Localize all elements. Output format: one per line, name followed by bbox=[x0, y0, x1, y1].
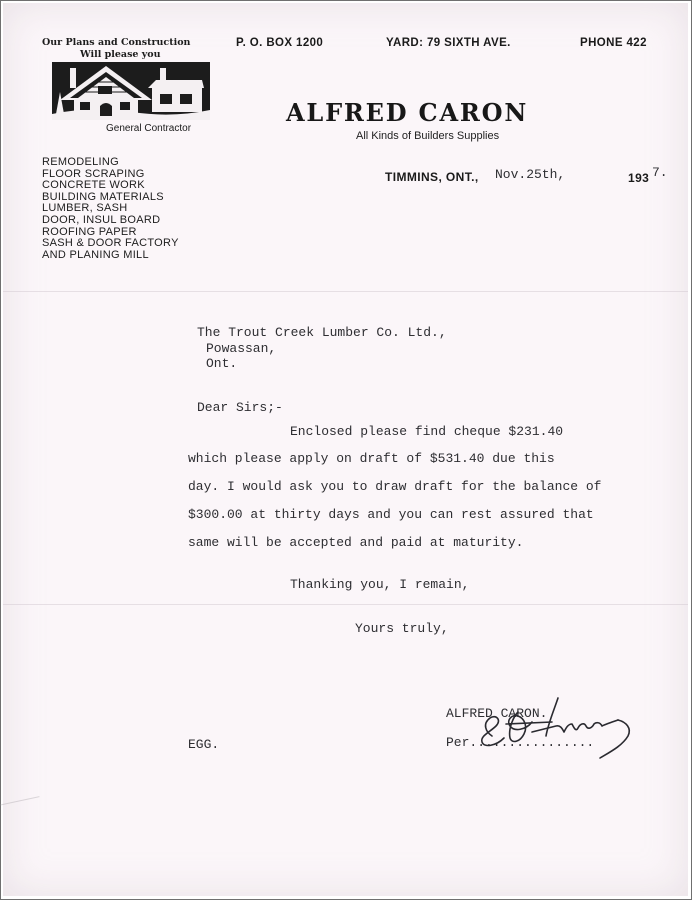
closing-line: Yours truly, bbox=[355, 621, 449, 636]
body-line: which please apply on draft of $531.40 due this bbox=[188, 451, 555, 466]
recipient-line: Ont. bbox=[206, 356, 238, 371]
service-item: FLOOR SCRAPING bbox=[42, 167, 145, 180]
tagline-line-2: Will please you bbox=[80, 49, 161, 60]
body-line: Enclosed please find cheque $231.40 bbox=[290, 424, 564, 439]
po-box: P. O. BOX 1200 bbox=[236, 37, 324, 49]
service-item: DOOR, INSUL BOARD bbox=[42, 213, 161, 226]
typist-initials: EGG. bbox=[188, 737, 220, 752]
service-item: BUILDING MATERIALS bbox=[42, 190, 164, 203]
year-printed: 193 bbox=[628, 171, 650, 185]
company-subtitle: All Kinds of Builders Supplies bbox=[356, 130, 500, 142]
place-label: TIMMINS, ONT., bbox=[385, 170, 479, 184]
service-item: CONCRETE WORK bbox=[42, 179, 145, 192]
letter-paper bbox=[3, 3, 688, 896]
year-typed: 7. bbox=[652, 165, 668, 180]
salutation: Dear Sirs;- bbox=[197, 400, 283, 415]
service-item: ROOFING PAPER bbox=[42, 225, 137, 238]
signature-per: Per................ bbox=[446, 735, 595, 750]
closing-line: Thanking you, I remain, bbox=[290, 577, 470, 592]
service-item: REMODELING bbox=[42, 156, 119, 168]
logo-caption: General Contractor bbox=[106, 123, 192, 134]
house-logo bbox=[52, 62, 210, 120]
house-icon bbox=[52, 62, 210, 120]
tagline-line-1: Our Plans and Construction bbox=[42, 37, 191, 48]
yard-address: YARD: 79 SIXTH AVE. bbox=[386, 37, 511, 49]
body-line: day. I would ask you to draw draft for the balance of bbox=[188, 479, 602, 494]
recipient-line: Powassan, bbox=[206, 341, 277, 356]
phone-number: PHONE 422 bbox=[580, 37, 647, 49]
fold-line bbox=[3, 291, 688, 292]
service-item: SASH & DOOR FACTORY bbox=[42, 237, 179, 250]
service-item: AND PLANING MILL bbox=[42, 248, 149, 261]
body-line: same will be accepted and paid at maturity. bbox=[188, 535, 524, 550]
service-item: LUMBER, SASH bbox=[42, 202, 128, 215]
recipient-line: The Trout Creek Lumber Co. Ltd., bbox=[197, 325, 447, 340]
date-typed: Nov.25th, bbox=[495, 167, 566, 182]
services-list bbox=[42, 157, 179, 261]
handwritten-signature bbox=[460, 692, 646, 762]
body-line: $300.00 at thirty days and you can rest assured that bbox=[188, 507, 594, 522]
signature-company: ALFRED CARON. bbox=[446, 706, 548, 721]
fold-line bbox=[3, 604, 688, 605]
company-name: ALFRED CARON bbox=[286, 98, 529, 127]
